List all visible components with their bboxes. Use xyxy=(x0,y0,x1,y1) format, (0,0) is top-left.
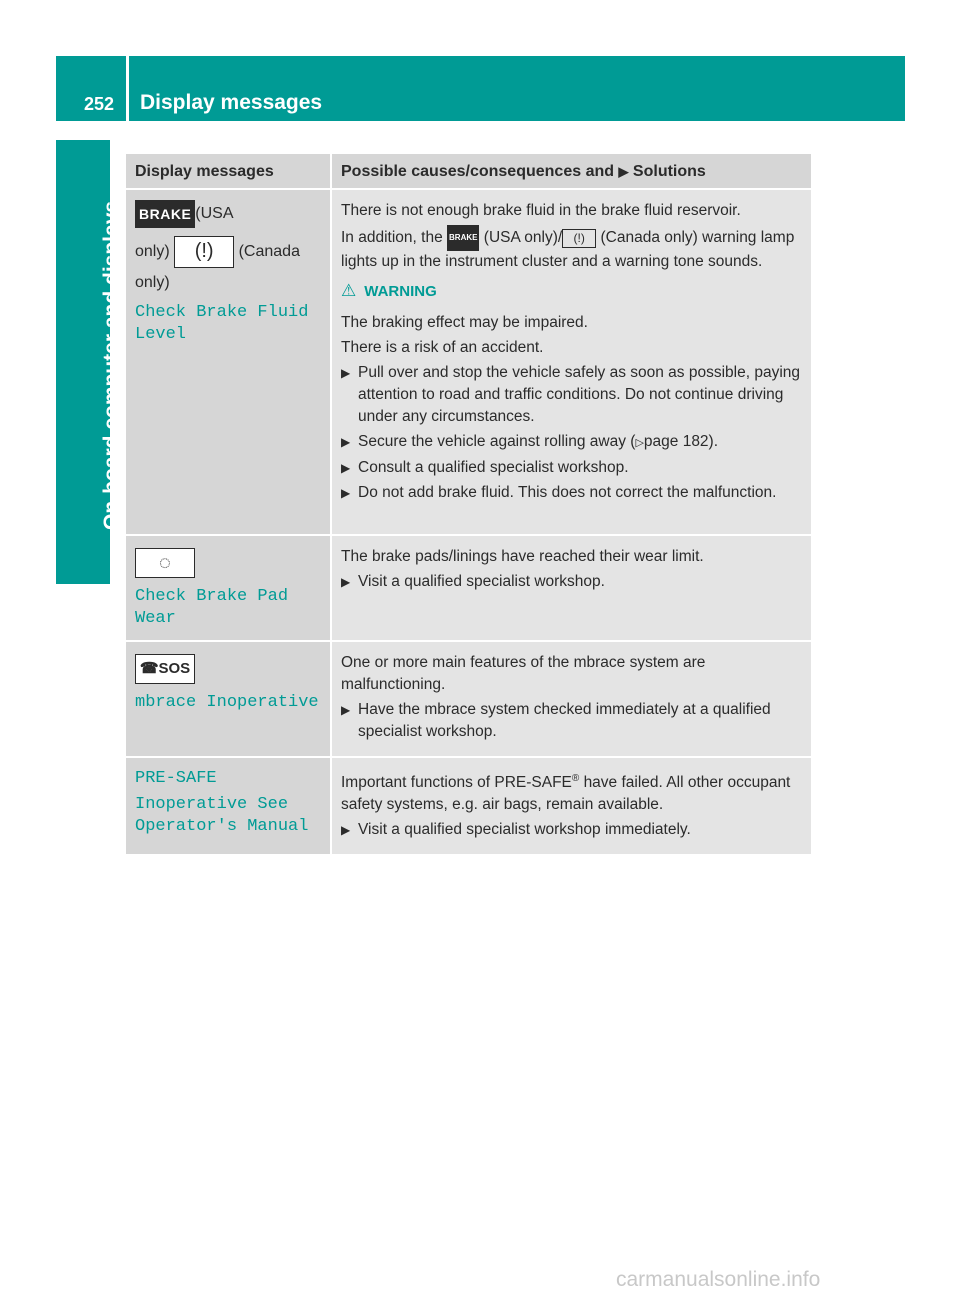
col-header-solutions-text: Solutions xyxy=(632,163,706,180)
page-reference-link[interactable]: page 182). xyxy=(643,433,719,450)
brake-circle-warning-icon: (!) xyxy=(174,236,234,268)
list-item-text: Do not add brake fluid. This does not correct the malfunction. xyxy=(358,484,777,501)
display-message-line: Check Brake Fluid xyxy=(135,303,309,322)
cause-text: The brake pads/linings have reached their wear limit. xyxy=(341,548,704,565)
list-item xyxy=(341,457,805,479)
usa-note: (USA xyxy=(195,205,234,223)
cause-text: There is not enough brake fluid in the brake fluid reservoir. xyxy=(341,202,741,219)
brake-pad-wear-icon: ◌ xyxy=(135,548,195,578)
display-message-text xyxy=(135,692,324,714)
bullet-arrow-icon: ▶ xyxy=(341,823,351,838)
table-row xyxy=(126,641,811,757)
list-item-text: Visit a qualified specialist workshop immediately. xyxy=(358,821,691,839)
display-message-text xyxy=(135,302,324,346)
canada-note-cont: only) xyxy=(135,274,170,291)
bullet-arrow-icon: ▶ xyxy=(341,575,351,589)
solution-cell xyxy=(331,641,811,757)
cause-text xyxy=(341,225,805,273)
list-item-text: Have the mbrace system checked immediately at a qualified specialist workshop. xyxy=(358,701,771,740)
cause-text xyxy=(341,768,805,816)
canada-note: (Canada xyxy=(238,243,300,261)
table-row xyxy=(126,535,811,641)
warning-heading xyxy=(341,280,805,303)
col-header-solutions xyxy=(331,154,811,189)
play-triangle-icon: ▶ xyxy=(618,164,629,179)
bullet-arrow-icon: ▶ xyxy=(341,486,351,500)
display-message-line: PRE-SAFE xyxy=(135,769,217,788)
display-message-text xyxy=(135,586,324,630)
list-item xyxy=(341,362,805,428)
message-cell xyxy=(126,641,331,757)
warning-triangle-icon: ⚠ xyxy=(341,281,357,300)
page-title: Display messages xyxy=(140,91,323,114)
message-cell xyxy=(126,757,331,855)
cause-text: One or more main features of the mbrace system are malfunctioning. xyxy=(341,654,706,693)
list-item-text: Consult a qualified specialist workshop. xyxy=(358,459,629,476)
usa-note-cont: only) xyxy=(135,243,170,261)
watermark: carmanualsonline.info xyxy=(616,1268,821,1291)
display-message-line: Level xyxy=(135,325,187,344)
solution-cell xyxy=(331,757,811,855)
side-tab-text: On-board computer and displays xyxy=(100,200,123,530)
canada-indicator-line xyxy=(135,236,324,268)
message-cell xyxy=(126,535,331,641)
warning-text: There is a risk of an accident. xyxy=(341,339,544,356)
cause-text-part: (USA only)/ xyxy=(483,229,563,247)
brake-mini-icon: BRAKE xyxy=(447,225,479,251)
display-message-line: Operator's Manual xyxy=(135,817,309,836)
bullet-arrow-icon: ▶ xyxy=(341,366,351,380)
list-item-text: Visit a qualified specialist workshop. xyxy=(358,573,605,590)
bullet-arrow-icon: ▶ xyxy=(341,435,351,449)
list-item-text: Pull over and stop the vehicle safely as soon as possible, paying attention to road and traffic conditions. Do not continue driving under any circumstances. xyxy=(358,364,801,425)
col-header-causes-text: Possible causes/consequences and xyxy=(341,163,615,180)
message-cell xyxy=(126,189,331,535)
cause-text-part: Important functions of PRE-SAFE xyxy=(341,774,572,792)
warning-label: WARNING xyxy=(364,283,437,300)
table-header-row xyxy=(126,154,811,189)
list-item xyxy=(341,431,805,454)
col-header-display-messages: Display messages xyxy=(126,154,331,189)
bullet-arrow-icon: ▶ xyxy=(341,703,351,717)
list-item xyxy=(341,819,805,841)
cause-text-part: In addition, the xyxy=(341,229,443,247)
display-message-line: Inoperative See xyxy=(135,795,289,814)
display-messages-table xyxy=(126,154,811,856)
page-number: 252 xyxy=(84,94,115,114)
usa-indicator-line xyxy=(135,200,324,228)
display-message-line: Check Brake Pad xyxy=(135,587,289,606)
page-reference-icon: ▷ xyxy=(635,437,644,449)
list-item-text: Secure the vehicle against rolling away ( xyxy=(358,433,636,450)
list-item xyxy=(341,699,805,743)
brake-warning-icon: BRAKE xyxy=(135,200,195,228)
solution-cell xyxy=(331,189,811,535)
display-message-line: Wear xyxy=(135,609,176,628)
display-message-line: mbrace Inoperative xyxy=(135,693,319,712)
sos-label: SOS xyxy=(158,660,191,677)
bullet-arrow-icon: ▶ xyxy=(341,461,351,475)
list-item xyxy=(341,482,805,504)
list-item xyxy=(341,571,805,593)
cause-text-part: have failed. All other occupant safety systems, e.g. air bags, remain available. xyxy=(341,774,791,814)
brake-circle-mini-icon: (!) xyxy=(562,229,596,248)
table-row xyxy=(126,757,811,855)
display-message-text xyxy=(135,768,324,838)
table-row xyxy=(126,189,811,535)
registered-mark: ® xyxy=(571,773,580,784)
cause-text-part: (Canada only) warning lamp lights up in the instrument cluster and a warning tone sounds. xyxy=(341,229,795,270)
header-divider xyxy=(126,56,129,121)
warning-text: The braking effect may be impaired. xyxy=(341,314,588,331)
solution-cell xyxy=(331,535,811,641)
sos-phone-icon: ☎SOS xyxy=(135,654,195,684)
